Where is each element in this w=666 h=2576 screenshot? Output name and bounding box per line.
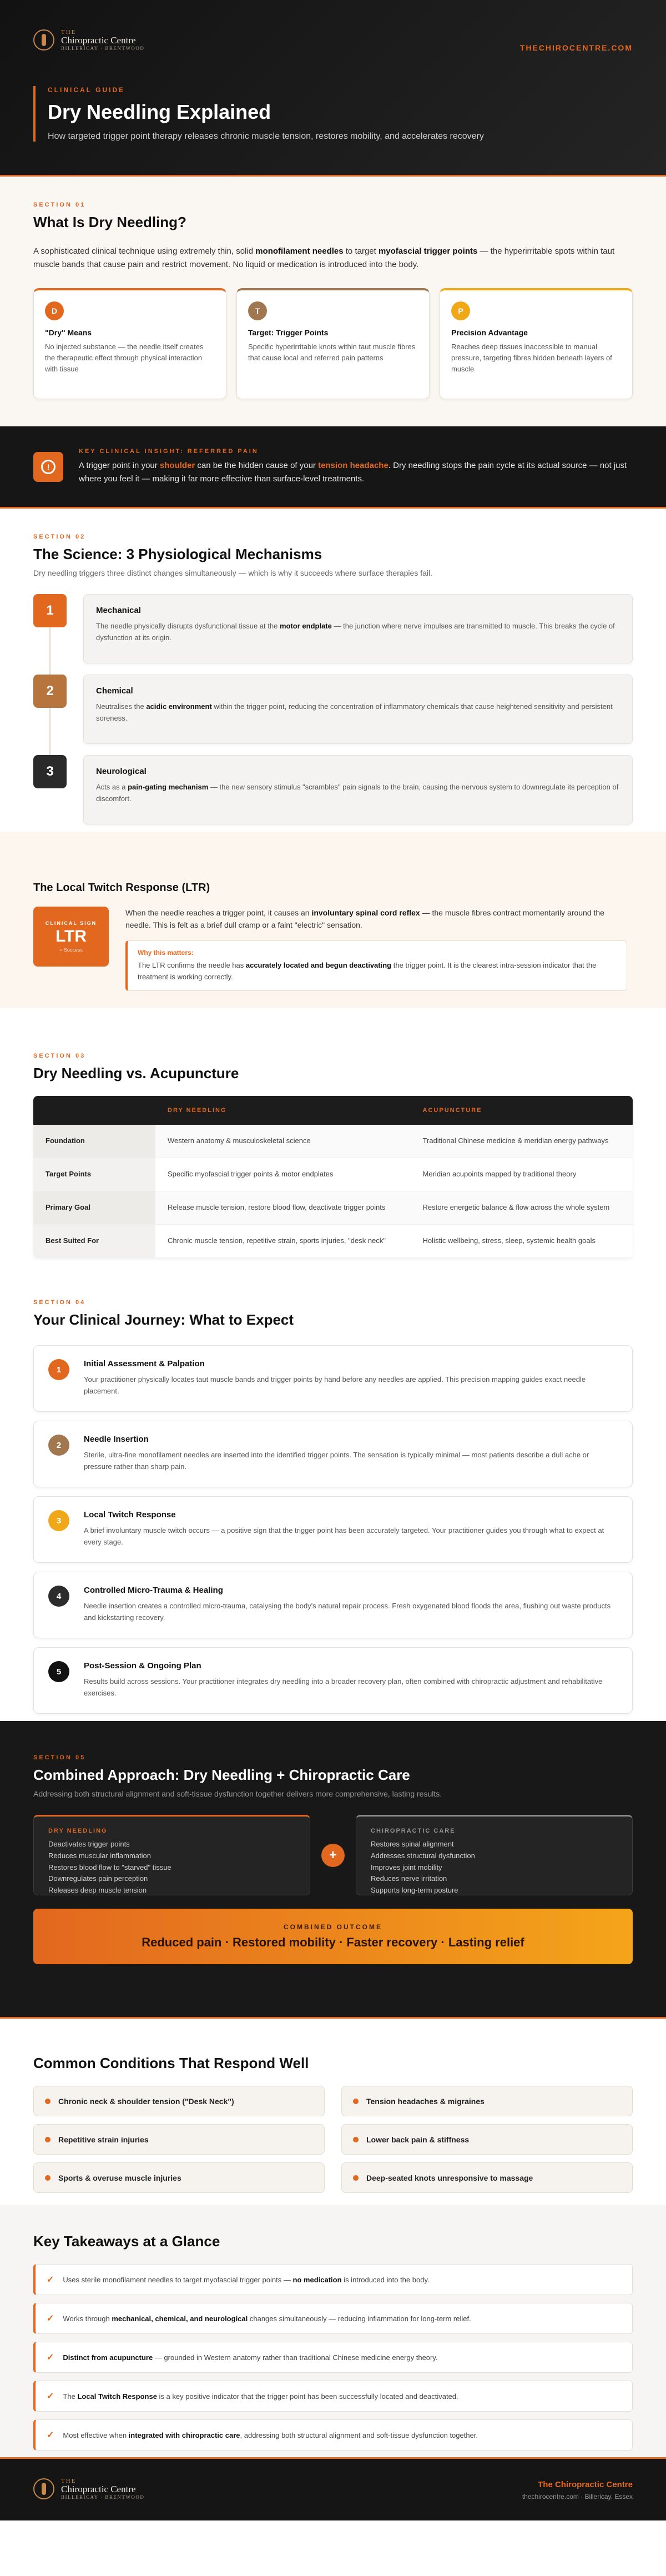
mechanism-row [33,755,633,824]
hero-kicker: CLINICAL GUIDE [48,86,125,94]
footer-url[interactable]: thechirocentre.com · Billericay, Essex [522,2493,633,2500]
takeaway-item: ✓ Most effective when integrated with chiropractic care, addressing both structural alignment and soft-tissue dysfunction together. [33,2419,633,2451]
checkmark-icon: ✓ [47,2314,54,2323]
section-science [0,509,666,832]
condition-item: Tension headaches & migraines [341,2086,633,2116]
step-text: Sterile, ultra-fine monofilament needles are inserted into the identified trigger points. The sensation is typically minimal — most patients describe a dull ache or pressure rather than sharp pain. [84,1451,589,1471]
step-number: 1 [48,1359,69,1380]
footer-logo[interactable]: THE Chiropractic Centre BILLERICAY · BRENTWOOD [33,2478,144,2500]
section-conditions [0,2019,666,2205]
section-title: Key Takeaways at a Glance [33,2233,220,2250]
takeaway-item: ✓ Uses sterile monofilament needles to target myofascial trigger points — no medication is introduced into the body. [33,2264,633,2295]
checkmark-icon: ✓ [47,2353,54,2362]
mechanism-card [83,675,633,744]
brand-locations: BILLERICAY · BRENTWOOD [61,45,145,51]
why-title: Why this matters: [138,948,194,957]
list-item: Supports long-term posture [371,1886,458,1895]
mechanism-number: 1 [33,594,67,627]
box-title: DRY NEEDLING [48,1828,108,1834]
ltr-description: When the needle reaches a trigger point, it causes an involuntary spinal cord reflex — the muscle fibres contract momentarily around the needle. This is felt as a brief dull cramp or a faint "electric" sensation. [125,908,604,930]
step-title: Local Twitch Response [84,1510,176,1520]
section-label: SECTION 04 [33,1299,86,1306]
step-number: 5 [48,1661,69,1682]
outcome-label: COMBINED OUTCOME [284,1923,382,1931]
card-title: "Dry" Means [45,328,92,337]
section-title: Your Clinical Journey: What to Expect [33,1311,294,1328]
section-combined [0,1721,666,2019]
list-item: Addresses structural dysfunction [371,1851,475,1860]
step-title: Needle Insertion [84,1435,149,1444]
list-item: Deactivates trigger points [48,1840,130,1848]
mechanism-row [33,675,633,744]
insight-label: KEY CLINICAL INSIGHT: REFERRED PAIN [79,447,259,455]
section-title: Common Conditions That Respond Well [33,2055,309,2071]
intro-text: A sophisticated clinical technique using extremely thin, solid monofilament needles to target myofascial trigger points — the hyperirritable spots within taut muscle bands that cause pain and restrict movement. No liquid or medication is introduced into the body. [33,246,615,269]
table-row: Foundation Western anatomy & musculoskeletal science Traditional Chinese medicine & meridian energy pathways [33,1125,633,1158]
section-subtitle: Dry needling triggers three distinct changes simultaneously — which is why it succeeds where surface therapies fail. [33,568,433,577]
journey-step [33,1421,633,1487]
mechanism-number: 3 [33,755,67,788]
step-number: 3 [48,1510,69,1531]
chiropractic-box [356,1815,633,1895]
hero-subtitle: How targeted trigger point therapy releases chronic muscle tension, restores mobility, and accelerates recovery [48,132,484,141]
card-title: Precision Advantage [451,328,528,337]
condition-item: Repetitive strain injuries [33,2124,325,2155]
mechanism-title: Chemical [96,686,133,696]
brand-logo[interactable] [33,29,144,52]
section-title: Dry Needling vs. Acupuncture [33,1065,239,1081]
step-title: Post-Session & Ongoing Plan [84,1661,201,1671]
column-header: ACUPUNCTURE [411,1096,633,1125]
feature-card [440,288,633,399]
takeaway-item: ✓ The Local Twitch Response is a key positive indicator that the trigger point has been successfully located and deactivated. [33,2381,633,2412]
column-header: DRY NEEDLING [155,1096,411,1125]
step-number: 2 [48,1435,69,1456]
card-text: Reaches deep tissues inaccessible to manual pressure, targeting fibres hidden beneath layers of muscle [451,343,612,374]
step-title: Initial Assessment & Palpation [84,1359,205,1368]
list-item: Restores spinal alignment [371,1840,454,1848]
list-item: Downregulates pain perception [48,1874,148,1883]
journey-step [33,1572,633,1638]
journey-step [33,1345,633,1412]
ltr-title: The Local Twitch Response (LTR) [33,882,210,894]
step-text: Needle insertion creates a controlled micro-trauma, catalysing the body's natural repair process. Fresh oxygenated blood floods the area, flushing out waste products and kickstarting recovery. [84,1602,611,1622]
takeaway-item: ✓ Distinct from acupuncture — grounded in Western anatomy rather than traditional Chinese medicine energy theory. [33,2342,633,2373]
mechanism-title: Mechanical [96,606,141,615]
table-row: Best Suited For Chronic muscle tension, repetitive strain, sports injuries, "desk neck" Holistic wellbeing, stress, sleep, systemic health goals [33,1225,633,1258]
page-header [0,0,666,177]
mechanism-title: Neurological [96,767,147,776]
section-label: SECTION 02 [33,534,86,540]
list-item: Restores blood flow to "starved" tissue [48,1863,171,1871]
checkmark-icon: ✓ [47,2275,54,2285]
condition-item: Sports & overuse muscle injuries [33,2162,325,2193]
outcome-text: Reduced pain · Restored mobility · Faster recovery · Lasting relief [142,1935,524,1949]
comparison-table [33,1096,633,1258]
card-text: No injected substance — the needle itself creates the therapeutic effect through physical interaction with tissue [45,343,204,374]
bullet-dot-icon [353,2137,359,2142]
section-what-is [0,177,666,426]
card-text: Specific hyperirritable knots within taut muscle fibres that cause local and referred pain patterns [248,343,416,363]
section-title: What Is Dry Needling? [33,214,186,230]
mechanism-text: Neutralises the acidic environment within the trigger point, reducing the concentration of inflammatory chemicals that cause heightened sensitivity and persistent soreness. [96,702,613,722]
table-row: Target Points Specific myofascial trigger points & motor endplates Meridian acupoints mapped by traditional theory [33,1158,633,1191]
spine-logo-icon [33,2478,54,2499]
mechanism-row [33,594,633,663]
bullet-dot-icon [45,2137,51,2142]
letter-badge: D [45,301,64,320]
section-label: SECTION 03 [33,1053,86,1059]
list-item: Reduces nerve irritation [371,1874,447,1883]
hero [33,86,484,142]
bullet-dot-icon [353,2099,359,2104]
mechanism-card [83,755,633,824]
takeaway-item: ✓ Works through mechanical, chemical, and neurological changes simultaneously — reducing inflammation for long-term relief. [33,2303,633,2334]
section-label: SECTION 05 [33,1754,86,1761]
section-takeaways [0,2205,666,2457]
step-title: Controlled Micro-Trauma & Healing [84,1586,223,1595]
checkmark-icon: ✓ [47,2431,54,2440]
section-label: SECTION 01 [33,202,86,208]
brand-line1: THE [61,29,77,36]
bullet-dot-icon [45,2099,51,2104]
mechanism-text: The needle physically disrupts dysfunctional tissue at the motor endplate — the junction where nerve impulses are transmitted to muscle. This breaks the cycle of dysfunction at its origin. [96,622,615,642]
page-footer [0,2457,666,2520]
brand-name: Chiropractic Centre [61,35,136,46]
footer-name: The Chiropractic Centre [538,2480,633,2489]
ltr-badge: CLINICAL SIGN LTR = Success [33,907,109,967]
section-comparison [0,1008,666,1277]
table-row: Primary Goal Release muscle tension, restore blood flow, deactivate trigger points Restore energetic balance & flow across the whole system [33,1191,633,1225]
step-text: Results build across sessions. Your practitioner integrates dry needling into a broader recovery plan, often combined with chiropractic adjustment and rehabilitative exercises. [84,1677,603,1697]
page-title: Dry Needling Explained [48,100,271,123]
section-subtitle: Addressing both structural alignment and soft-tissue dysfunction together delivers more comprehensive, lasting results. [33,1789,442,1798]
combined-outcome-banner [33,1909,633,1964]
letter-badge: T [248,301,267,320]
journey-step [33,1647,633,1714]
step-text: A brief involuntary muscle twitch occurs — a positive sign that the trigger point has been accurately targeted. Your practitioner guides you through what to expect at every stage. [84,1526,604,1546]
site-link[interactable]: THECHIROCENTRE.COM [519,43,633,52]
mechanism-number: 2 [33,675,67,708]
insight-text: A trigger point in your shoulder can be the hidden cause of your tension headache. Dry needling stops the pain cycle at its actual source — not just where you feel it — making it far more effective than surface-level treatments. [79,460,627,484]
step-number: 4 [48,1586,69,1607]
condition-item: Lower back pain & stiffness [341,2124,633,2155]
mechanism-text: Acts as a pain-gating mechanism — the new sensory stimulus "scrambles" pain signals to the brain, causing the nervous system to downregulate its perception of discomfort. [96,783,619,803]
bullet-dot-icon [353,2175,359,2181]
checkmark-icon: ✓ [47,2392,54,2401]
section-ltr [0,832,666,1008]
mechanism-card [83,594,633,663]
plus-icon: + [321,1844,345,1867]
insight-banner [0,426,666,509]
spine-logo-icon [33,29,54,51]
feature-card [236,288,430,399]
alert-icon: ! [33,452,63,482]
condition-item: Chronic neck & shoulder tension ("Desk Neck") [33,2086,325,2116]
section-journey [0,1277,666,1721]
why-callout [125,940,627,992]
section-title: Combined Approach: Dry Needling + Chiropractic Care [33,1767,410,1783]
journey-step [33,1496,633,1563]
column-header [33,1096,155,1125]
bullet-dot-icon [45,2175,51,2181]
box-title: CHIROPRACTIC CARE [371,1828,456,1834]
section-title: The Science: 3 Physiological Mechanisms [33,546,322,562]
step-text: Your practitioner physically locates taut muscle bands and trigger points by hand before any needles are applied. This precision mapping guides exact needle placement. [84,1375,586,1395]
feature-card [33,288,226,399]
letter-badge: P [451,301,470,320]
why-text: The LTR confirms the needle has accurately located and begun deactivating the trigger point. It is the clearest intra-session indicator that the treatment is working correctly. [138,960,597,981]
dry-needling-box [33,1815,310,1895]
list-item: Reduces muscular inflammation [48,1851,151,1860]
list-item: Releases deep muscle tension [48,1886,147,1895]
condition-item: Deep-seated knots unresponsive to massage [341,2162,633,2193]
card-title: Target: Trigger Points [248,328,329,337]
list-item: Improves joint mobility [371,1863,442,1871]
